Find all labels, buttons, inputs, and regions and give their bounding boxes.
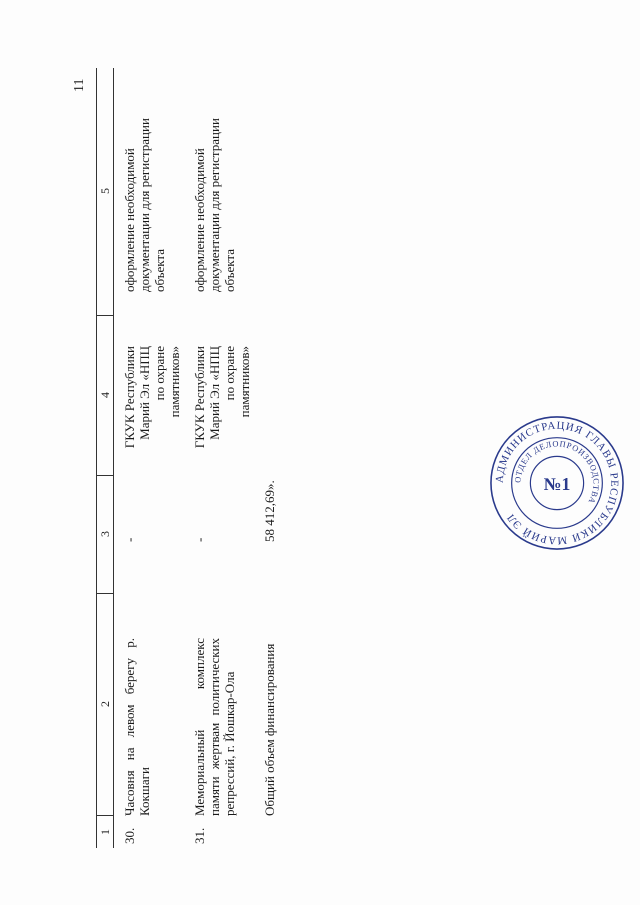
rotated-table-content (96, 68, 621, 848)
official-seal (488, 414, 626, 552)
seal-number: №1 (543, 473, 571, 494)
header-col-3: 3 (97, 475, 113, 594)
amount: - (122, 537, 137, 542)
object-name: Мемориальный комплекс памяти жертвам политических репрессий, г. Йошкар-Ола (192, 638, 237, 816)
total-label: Общий объем финансирования (262, 643, 277, 816)
organization: ГКУК Республики Марий Эл «НПЦ по охране памятников» (122, 346, 182, 449)
seal-outer-text: АДМИНИСТРАЦИЯ ГЛАВЫ РЕСПУБЛИКИ МАРИЙ ЭЛ (493, 419, 621, 547)
organization: ГКУК Республики Марий Эл «НПЦ по охране памятников» (192, 346, 252, 449)
header-col-4: 4 (97, 315, 113, 476)
seal-inner-text: ОТДЕЛ ДЕЛОПРОИЗВОДСТВА (513, 439, 601, 506)
task: оформление необходимой документации для регистрации объекта (122, 118, 167, 292)
task: оформление необходимой документации для регистрации объекта (192, 118, 237, 292)
amount: - (192, 537, 207, 542)
page-number: 11 (72, 78, 87, 92)
header-col-2: 2 (97, 593, 113, 816)
object-name: Часовня на левом берегу р. Кокшаги (122, 638, 152, 816)
header-col-5: 5 (97, 67, 113, 316)
row-number: 31. (192, 827, 207, 844)
row-number: 30. (122, 827, 137, 844)
header-col-1: 1 (98, 829, 112, 835)
table-header (96, 68, 114, 848)
total-value: 58 412,69». (262, 480, 277, 542)
